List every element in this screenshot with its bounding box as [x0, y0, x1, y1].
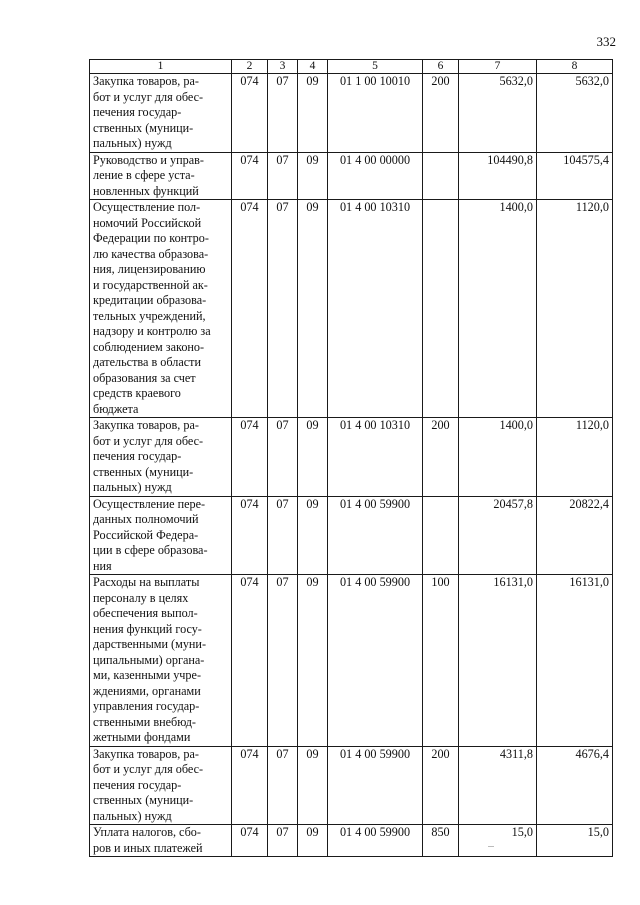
- row-description: Закупка товаров, ра- бот и услуг для обес- печения государ- ственных (муници- пальных) нужд: [90, 418, 232, 497]
- subsection-code: 09: [298, 575, 328, 747]
- amount-year-1: 1400,0: [459, 418, 537, 497]
- column-header: 7: [459, 60, 537, 74]
- target-item-code: 01 4 00 00000: [328, 152, 423, 200]
- subsection-code: 09: [298, 825, 328, 857]
- amount-year-1: 15,0: [459, 825, 537, 857]
- ministry-code: 074: [232, 496, 268, 575]
- target-item-code: 01 4 00 10310: [328, 200, 423, 418]
- budget-table: [89, 59, 613, 857]
- section-code: 07: [268, 825, 298, 857]
- ministry-code: 074: [232, 74, 268, 153]
- ministry-code: 074: [232, 418, 268, 497]
- table-row: [90, 746, 613, 825]
- subsection-code: 09: [298, 74, 328, 153]
- section-code: 07: [268, 200, 298, 418]
- section-code: 07: [268, 746, 298, 825]
- amount-year-1: 4311,8: [459, 746, 537, 825]
- column-header: 4: [298, 60, 328, 74]
- target-item-code: 01 4 00 59900: [328, 746, 423, 825]
- row-description: Руководство и управ- ление в сфере уста- новленных функций: [90, 152, 232, 200]
- ministry-code: 074: [232, 200, 268, 418]
- target-item-code: 01 4 00 10310: [328, 418, 423, 497]
- expense-type-code: [423, 200, 459, 418]
- expense-type-code: 100: [423, 575, 459, 747]
- amount-year-2: 20822,4: [537, 496, 613, 575]
- subsection-code: 09: [298, 200, 328, 418]
- amount-year-2: 1120,0: [537, 200, 613, 418]
- target-item-code: 01 1 00 10010: [328, 74, 423, 153]
- section-code: 07: [268, 418, 298, 497]
- target-item-code: 01 4 00 59900: [328, 825, 423, 857]
- table-row: [90, 200, 613, 418]
- amount-year-2: 1120,0: [537, 418, 613, 497]
- amount-year-1: 20457,8: [459, 496, 537, 575]
- expense-type-code: 200: [423, 418, 459, 497]
- amount-year-1: 5632,0: [459, 74, 537, 153]
- section-code: 07: [268, 74, 298, 153]
- target-item-code: 01 4 00 59900: [328, 496, 423, 575]
- table-row: [90, 575, 613, 747]
- expense-type-code: [423, 152, 459, 200]
- ministry-code: 074: [232, 746, 268, 825]
- amount-year-1: 1400,0: [459, 200, 537, 418]
- ministry-code: 074: [232, 575, 268, 747]
- table-row: [90, 825, 613, 857]
- row-description: Расходы на выплаты персоналу в целях обеспечения выпол- нения функций госу- дарственными (муни- ципальными) органа- ми, казенными учре- ждениями, органами управления государ- ственными внебюд- жетными фондами: [90, 575, 232, 747]
- scan-speck: [488, 846, 494, 847]
- table-row: [90, 74, 613, 153]
- amount-year-2: 104575,4: [537, 152, 613, 200]
- column-header: 6: [423, 60, 459, 74]
- amount-year-2: 15,0: [537, 825, 613, 857]
- expense-type-code: 200: [423, 74, 459, 153]
- row-description: Уплата налогов, сбо- ров и иных платежей: [90, 825, 232, 857]
- row-description: Закупка товаров, ра- бот и услуг для обес- печения государ- ственных (муници- пальных) нужд: [90, 746, 232, 825]
- amount-year-1: 16131,0: [459, 575, 537, 747]
- row-description: Закупка товаров, ра- бот и услуг для обес- печения государ- ственных (муници- пальных) нужд: [90, 74, 232, 153]
- table-row: [90, 496, 613, 575]
- target-item-code: 01 4 00 59900: [328, 575, 423, 747]
- subsection-code: 09: [298, 496, 328, 575]
- row-description: Осуществление пол- номочий Российской Федерации по контро- лю качества образова- ния, лицензированию и государственной ак- кредитации образова- тельных учреждений, надзору и контролю за соблюдением законо- дательства в области образования за счет средств краевого бюджета: [90, 200, 232, 418]
- page-number: 332: [596, 34, 616, 49]
- section-code: 07: [268, 575, 298, 747]
- amount-year-1: 104490,8: [459, 152, 537, 200]
- subsection-code: 09: [298, 418, 328, 497]
- table-row: [90, 152, 613, 200]
- column-header: 5: [328, 60, 423, 74]
- subsection-code: 09: [298, 152, 328, 200]
- section-code: 07: [268, 496, 298, 575]
- column-number-row: [90, 60, 613, 74]
- expense-type-code: [423, 496, 459, 575]
- column-header: 3: [268, 60, 298, 74]
- section-code: 07: [268, 152, 298, 200]
- subsection-code: 09: [298, 746, 328, 825]
- column-header: 8: [537, 60, 613, 74]
- expense-type-code: 200: [423, 746, 459, 825]
- row-description: Осуществление пере- данных полномочий Российской Федера- ции в сфере образова- ния: [90, 496, 232, 575]
- amount-year-2: 5632,0: [537, 74, 613, 153]
- ministry-code: 074: [232, 825, 268, 857]
- table-row: [90, 418, 613, 497]
- expense-type-code: 850: [423, 825, 459, 857]
- column-header: 2: [232, 60, 268, 74]
- amount-year-2: 4676,4: [537, 746, 613, 825]
- column-header: 1: [90, 60, 232, 74]
- ministry-code: 074: [232, 152, 268, 200]
- amount-year-2: 16131,0: [537, 575, 613, 747]
